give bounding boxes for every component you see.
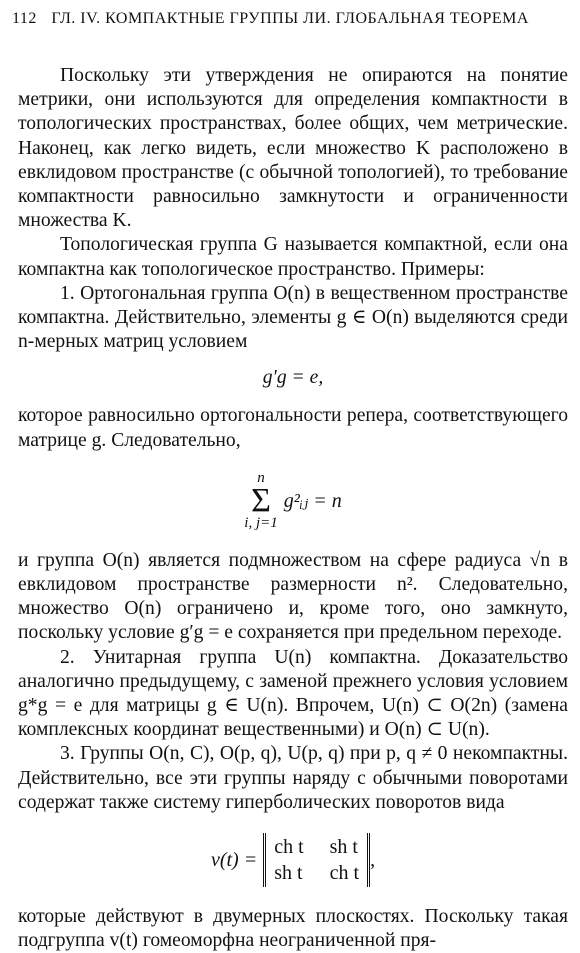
sum-operator <box>244 471 277 531</box>
page-body <box>18 64 568 953</box>
sum-sigma: Σ <box>251 481 271 519</box>
matrix-cell-21: sh t <box>274 862 303 885</box>
running-header <box>12 10 568 28</box>
equation-orthogonality-text: g′g = e, <box>262 367 324 389</box>
paragraph-7: 3. Группы O(n, C), O(p, q), U(p, q) при p, q ≠ 0 некомпактны. Действительно, все эти группы наряду с обычными поворотами содержат также систему гиперболических поворотов вида <box>18 743 568 813</box>
equation-sum <box>18 453 568 549</box>
paragraph-2: Топологическая группа G называется компактной, если она компактна как топологическое пространство. Примеры: <box>18 234 568 280</box>
page-number: 112 <box>12 10 37 27</box>
sum-upper-limit: n <box>257 469 265 486</box>
paragraph-1: Поскольку эти утверждения не опираются на понятие метрики, они используются для определения компактности в топологических пространствах, более общих, чем метрические. Наконец, как легко видеть, если множество K расположено в евклидовом пространстве (с обычной топологией), то требование компактности равносильно замкнутости и ограниченности множества K. <box>18 65 568 232</box>
paragraph-8: которые действуют в двумерных плоскостях. Поскольку такая подгруппа v(t) гомеоморфна неограниченной пря- <box>18 906 568 952</box>
paragraph-3: 1. Ортогональная группа O(n) в вещественном пространстве компактна. Действительно, элементы g ∈ O(n) выделяются среди n-мерных матриц условием <box>18 282 568 353</box>
matrix-body <box>263 833 370 887</box>
paragraph-6: 2. Унитарная группа U(n) компактна. Доказательство аналогично предыдущему, с заменой прежнего условия условием g*g = e для матрицы g ∈ U(n). Впрочем, U(n) ⊂ O(2n) (замена комплексных координат вещественными) и O(n) ⊂ U(n). <box>18 646 568 741</box>
matrix-cell-11: ch t <box>274 835 304 858</box>
sum-expression: g²ᵢⱼ = n <box>283 489 342 512</box>
paragraph-5: и группа O(n) является подмножеством на сфере радиуса √n в евклидовом пространстве размерности n². Следовательно, множество O(n) ограничено и, кроме того, оно замкнуто, поскольку условие g′g = e сохраняется при предельном переходе. <box>18 549 568 644</box>
matrix-cell-22: ch t <box>329 862 360 885</box>
matrix-tail: , <box>370 848 376 871</box>
matrix-cell-12: sh t <box>329 835 358 858</box>
equation-matrix <box>18 815 568 905</box>
matrix-lhs: v(t) = <box>210 848 258 871</box>
paragraph-4: которое равносильно ортогональности репера, соответствующего матрице g. Следовательно, <box>18 405 568 451</box>
running-title: ГЛ. IV. КОМПАКТНЫЕ ГРУППЫ ЛИ. ГЛОБАЛЬНАЯ ТЕОРЕМА <box>51 10 529 27</box>
sum-lower-limit: i, j=1 <box>244 514 278 531</box>
equation-orthogonality <box>18 354 568 404</box>
